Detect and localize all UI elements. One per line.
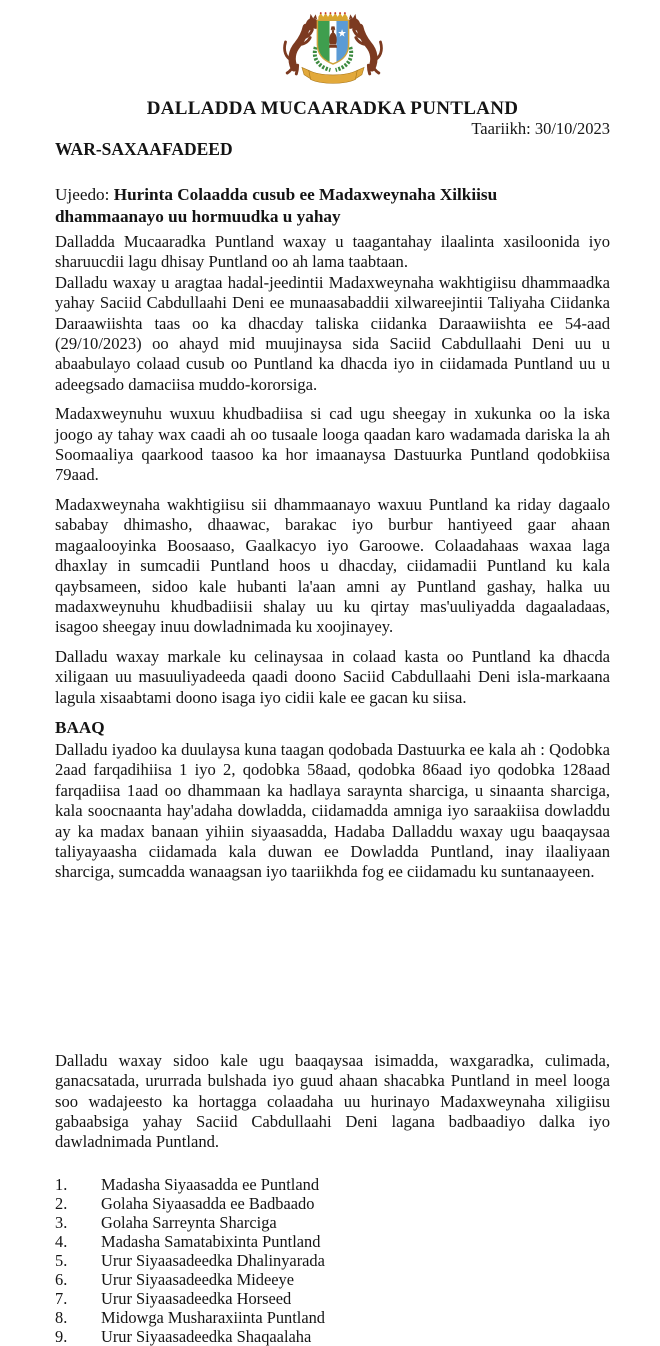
org-title: DALLADDA MUCAARADKA PUNTLAND xyxy=(146,98,519,119)
list-item-number: 7. xyxy=(55,1288,68,1308)
list-item-number: 8. xyxy=(55,1307,68,1327)
list-item xyxy=(55,1289,610,1308)
list-item xyxy=(55,1213,610,1232)
list-item-number: 4. xyxy=(55,1231,68,1251)
list-item-label: Urur Siyaasadeedka Shaqaalaha xyxy=(101,1326,312,1346)
list-item-number: 1. xyxy=(55,1174,68,1194)
list-item-label: Urur Siyaasadeedka Horseed xyxy=(101,1288,292,1308)
list-item-label: Madasha Siyaasadda ee Puntland xyxy=(101,1174,320,1194)
list-item-number: 2. xyxy=(55,1193,68,1213)
coat-of-arms-icon xyxy=(263,10,403,92)
member-organizations-list xyxy=(55,1175,610,1346)
subject-heading xyxy=(55,184,610,228)
crown-icon xyxy=(318,12,347,20)
right-horse-icon xyxy=(346,14,381,74)
list-item xyxy=(55,1327,610,1346)
emblem-row xyxy=(55,10,610,97)
paragraph-3: Madaxweynuhu wuxuu khudbadiisa si cad ugu sheegay in xukunka oo la iska joogo ay tahay wax caadi ah oo tusaale looga qaadan karo wadamada dariska la ah Soomaaliya qaarkood taasoo ka hor imaanaysa Dastuurka Puntland qodobkiisa 79aad. xyxy=(55,404,610,485)
baaq-heading: BAAQ xyxy=(55,717,105,737)
paragraph-7: Dalladu waxay sidoo kale ugu baaqaysaa isimadda, waxgaradka, culimada, ganacsatada, ururrada bulshada iyo guud ahaan shacabka Puntland in meel looga soo wadajeesto ka hortagga colaadaha uu hurinayo Madaxweynaha xiligiisu gabaabsiga yahay Saciid Cabdullaahi Deni lagana badbaadiyo dalka iyo dawladnimada Puntland. xyxy=(55,1050,610,1152)
date-line: Taariikh: 30/10/2023 xyxy=(471,119,610,138)
blank-gap xyxy=(55,883,610,1051)
opening-paragraphs xyxy=(55,232,610,395)
list-item-number: 9. xyxy=(55,1326,68,1346)
list-item xyxy=(55,1308,610,1327)
list-item xyxy=(55,1270,610,1289)
list-item-number: 5. xyxy=(55,1250,68,1270)
list-item xyxy=(55,1194,610,1213)
list-item-label: Midowga Musharaxiinta Puntland xyxy=(101,1307,325,1327)
banner-ribbon-icon xyxy=(301,67,363,83)
crown-jewels xyxy=(319,12,345,14)
left-horse-icon xyxy=(284,14,319,74)
shield-icon xyxy=(317,20,348,64)
paragraph-5: Dalladu waxay markale ku celinaysaa in colaad kasta oo Puntland ka dhacda xiligaan uu masuuliyadeeda qaadi doono Saciid Cabdullaahi Deni isla-markaana lagula xisaabtami doono isaga iyo cidii kale ee gacan ku siisa. xyxy=(55,646,610,707)
list-item-number: 3. xyxy=(55,1212,68,1232)
list-item-number: 6. xyxy=(55,1269,68,1289)
paragraph-6: Dalladu iyadoo ka duulaysa kuna taagan qodobada Dastuurka ee kala ah : Qodobka 2aad farqadihiisa 1 iyo 2, qodobka 58aad, qodobka 86aad iyo qodobka 128aad farqadiisa 1aad oo dhammaan ka hadlaya saraynta sharciga, u sinaanta sharciga, kala soocnaanta hay'adaha dowladda, ciidamadda amniga iyo saraakiisa dowladdu ay ka madax banaan yihiin siyaasadda, Hadaba Dalladdu waxay ugu baaqaysaa taliyayaasha ciidamada kala duwan ee Dowladda Puntland, inay ilaaliyaan sharciga, sumcadda wanaagsan iyo taariikhda fog ee ciidamadu ku suntanaayeen. xyxy=(55,739,610,882)
paragraph-4: Madaxweynaha wakhtigiisu sii dhammaanayo waxuu Puntland ka riday dagaalo sababay dhimasho, dhaawac, barakac iyo burbur hantiyeed gaar ahaan magaalooyinka Boosaaso, Gaalkacyo iyo Garoowe. Colaadahaas waxaa laga dhaxlay in sumcadii Puntland hoos u dhacday, ciidamadii Puntland ku kala qaybsameen, sidoo kale hubanti la'aan amni ay Puntland gashay, halka uu madaxweynuhu khudbadiisii shalay uu ku qirtay mas'uuliyadda dagaaladaas, isagoo sheegay inuu dowladnimada ku xoojinayey. xyxy=(55,494,610,637)
subject-label: Ujeedo: xyxy=(55,185,114,204)
list-item xyxy=(55,1175,610,1194)
subject-text: Hurinta Colaadda cusub ee Madaxweynaha Xilkiisu dhammaanayo uu hormuudka u yahay xyxy=(55,185,498,226)
list-item xyxy=(55,1232,610,1251)
list-item-label: Urur Siyaasadeedka Dhalinyarada xyxy=(101,1250,325,1270)
list-item-label: Golaha Siyaasadda ee Badbaado xyxy=(101,1193,315,1213)
paragraph-1: Dalladda Mucaaradka Puntland waxay u taagantahay ilaalinta xasiloonida iyo sharuucdii lagu dhisay Puntland oo ah lama taabtaan. xyxy=(55,232,610,272)
list-item-label: Golaha Sarreynta Sharciga xyxy=(101,1212,277,1232)
crown-band xyxy=(318,13,347,20)
list-item-label: Madasha Samatabixinta Puntland xyxy=(101,1231,321,1251)
doc-type-heading: WAR-SAXAAFADEED xyxy=(55,139,233,159)
list-item-label: Urur Siyaasadeedka Mideeye xyxy=(101,1269,294,1289)
paragraph-2: Dalladu waxay u aragtaa hadal-jeedintii Madaxweynaha wakhtigiisu dhammaadka yahay Saciid Cabdullaahi Deni ee munaasabaddii xilwareejintii Taliyaha Ciidanka Daraawiishta taas oo ka dhacday taliska ciidanka Daraawiishta ee 54-aad (29/10/2023) oo ahayd mid muujinaysa sida Saciid Cabdullaahi Deni uu u abaabulayo colaad cusub oo Puntland ka dhacda iyo in ciidamada Puntland uu u adeegsado damaciisa muddo-kororsiga. xyxy=(55,272,610,394)
list-item xyxy=(55,1251,610,1270)
